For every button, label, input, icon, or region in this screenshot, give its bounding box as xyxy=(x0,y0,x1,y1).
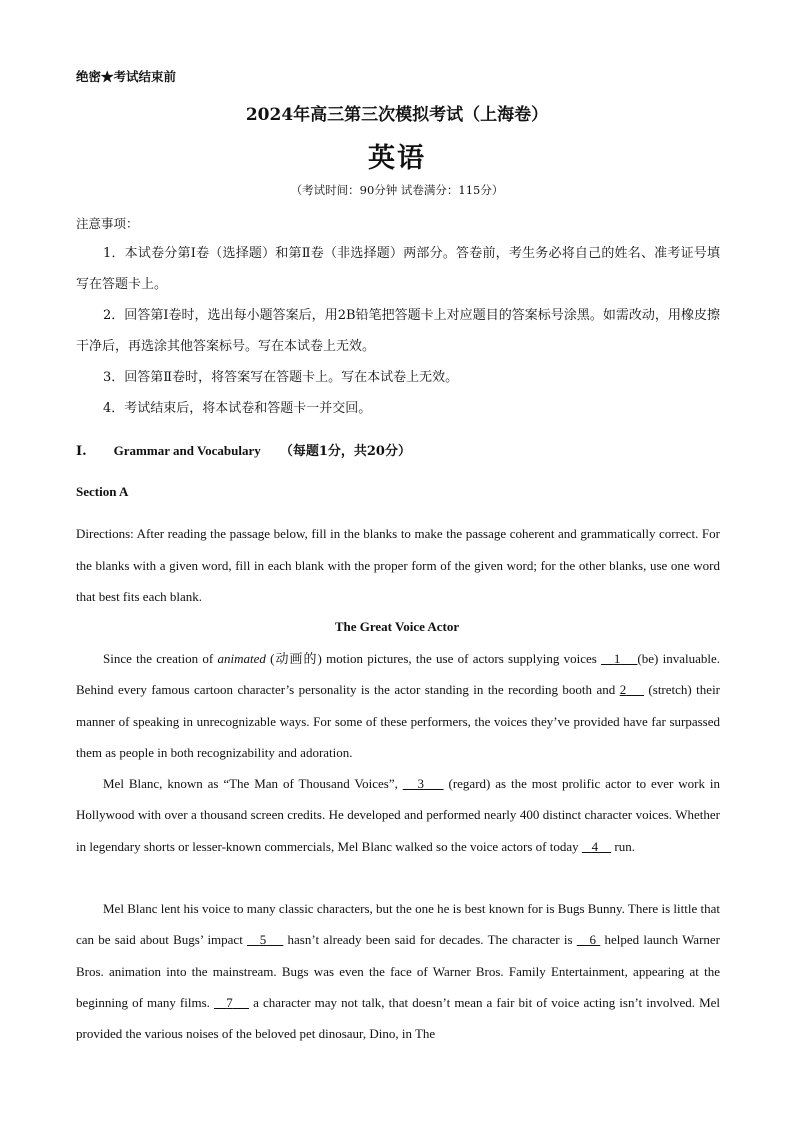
passage-paragraph-2: Mel Blanc, known as “The Man of Thousand Voices”, 3 (regard) as the most prolific actor to ever work in Hollywood with over a thousand screen credits. He developed and performed nearly 400 distinct character voices. Whether in legendary shorts or lesser-known commercials, Mel Blanc walked so the voice actors of today 4 run. xyxy=(76,776,721,854)
blank-5[interactable]: 5 xyxy=(259,932,267,948)
part-score: （每题1分，共20分） xyxy=(279,444,411,459)
confidential-label: 绝密★考试结束前 xyxy=(76,69,177,84)
passage-title: The Great Voice Actor xyxy=(334,619,460,634)
notice-item-3: 3．回答第Ⅱ卷时，将答案写在答题卡上。写在本试卷上无效。 xyxy=(103,370,459,385)
blank-4[interactable]: 4 xyxy=(591,838,599,854)
section-a-heading: Section A xyxy=(76,484,129,499)
exam-info: （考试时间：90分钟 试卷满分：115分） xyxy=(290,183,504,197)
notice-item-2: 2．回答第Ⅰ卷时，选出每小题答案后，用2B铅笔把答题卡上对应题目的答案标号涂黑。如需改动，用橡皮擦干净后，再选涂其他答案标号。写在本试卷上无效。 xyxy=(76,308,720,354)
blank-7[interactable]: 7 xyxy=(226,994,233,1010)
notice-item-1: 1．本试卷分第Ⅰ卷（选择题）和第Ⅱ卷（非选择题）两部分。答卷前，考生务必将自己的姓名、准考证号填写在答题卡上。 xyxy=(76,246,720,292)
exam-title: 2024年高三第三次模拟考试（上海卷） xyxy=(245,105,549,125)
passage-paragraph-3: Mel Blanc lent his voice to many classic characters, but the one he is best known for is Bugs Bunny. There is little that can be said about Bugs’ impact 5 hasn’t already been said for decades. The character is 6 helped launch Warner Bros. animation into the mainstream. Bugs was even the face of Warner Bros. Family Entertainment, appearing at the beginning of many films. 7 a character may not talk, that doesn’t mean a fair bit of voice acting isn’t involved. Mel provided the various noises of the beloved pet dinosaur, Dino, in The xyxy=(76,901,721,1042)
subject-title: 英语 xyxy=(368,143,426,174)
passage-paragraph-1: Since the creation of animated (动画的) motion pictures, the use of actors supplying voices 1 (be) invaluable. Behind every famous cartoon character’s personality is the actor standing in the recording booth and 2 (stretch) their manner of speaking in unrecognizable ways. For some of these performers, the voices they’ve provided have far surpassed them as people in both recognizability and adoration. xyxy=(76,651,721,760)
directions: Directions: After reading the passage below, fill in the blanks to make the passage coherent and grammatically correct. For the blanks with a given word, fill in each blank with the proper form of the given word; for the other blanks, use one word that best fits each blank. xyxy=(76,526,720,604)
part-name: Grammar and Vocabulary xyxy=(113,443,261,458)
part-numeral: I. xyxy=(76,444,87,459)
notice-item-4: 4．考试结束后，将本试卷和答题卡一并交回。 xyxy=(103,401,372,416)
part-heading xyxy=(76,440,720,459)
blank-2[interactable]: 2 xyxy=(619,682,627,698)
blank-6[interactable]: 6 xyxy=(589,932,597,948)
notice-heading: 注意事项： xyxy=(76,216,139,231)
blank-3[interactable]: 3 xyxy=(417,776,424,791)
blank-1[interactable]: 1 xyxy=(613,651,621,666)
